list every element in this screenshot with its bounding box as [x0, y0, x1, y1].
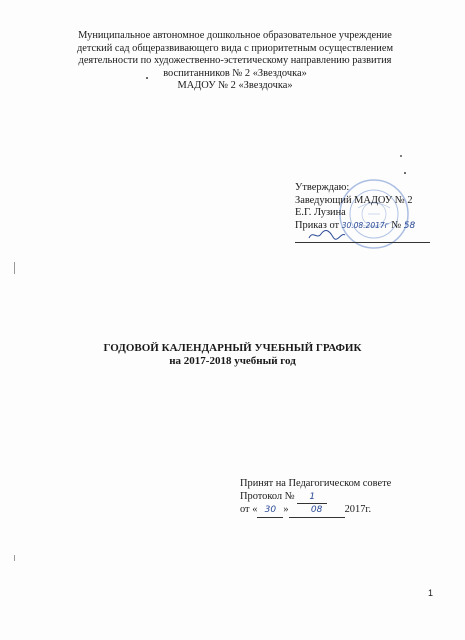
signature-line — [295, 232, 435, 248]
margin-mark — [14, 555, 15, 561]
order-date: 30.08.2017г — [341, 220, 389, 230]
acceptance-council: Принят на Педагогическом совете — [240, 478, 392, 489]
institution-header — [60, 30, 410, 93]
approval-block — [295, 182, 435, 248]
acceptance-block — [240, 478, 391, 518]
header-line-2: детский сад общеразвивающего вида с приоритетным осуществлением — [76, 42, 394, 54]
header-line-5: МАДОУ № 2 «Звездочка» — [177, 80, 293, 92]
date-day: 30 — [264, 505, 277, 516]
date-month: 08 — [310, 505, 323, 516]
scan-speck — [400, 155, 402, 157]
order-number-label: № — [391, 219, 402, 231]
date-mid: » — [283, 504, 289, 516]
document-subtitle: на 2017-2018 учебный год — [169, 355, 296, 367]
protocol-label: Протокол № — [240, 490, 295, 502]
date-prefix: от « — [240, 504, 258, 516]
approval-name: Е.Г. Лузина — [295, 207, 346, 219]
header-line-3: деятельности по художественно-эстетическому направлению развития — [78, 55, 392, 67]
protocol-number: 1 — [309, 491, 316, 502]
date-year: 2017г. — [344, 504, 372, 516]
margin-mark — [14, 262, 15, 274]
header-line-1: Муниципальное автономное дошкольное образовательное учреждение — [78, 30, 392, 41]
page-number: 1 — [428, 588, 434, 598]
month-field — [289, 504, 345, 518]
protocol-number-field — [297, 491, 327, 505]
signature-underline — [295, 232, 430, 243]
scan-speck — [146, 77, 148, 79]
acceptance-date — [240, 504, 391, 518]
acceptance-protocol — [240, 491, 391, 505]
order-label: Приказ от — [295, 219, 340, 231]
document-title-block — [0, 342, 465, 368]
document-title: ГОДОВОЙ КАЛЕНДАРНЫЙ УЧЕБНЫЙ ГРАФИК — [103, 342, 362, 354]
day-field — [257, 504, 283, 518]
signature-icon — [307, 228, 347, 242]
scan-speck — [404, 172, 406, 174]
approval-position: Заведующий МАДОУ № 2 — [295, 194, 413, 206]
order-number: 58 — [403, 220, 416, 231]
approval-heading: Утверждаю: — [295, 182, 350, 193]
header-line-4: воспитанников № 2 «Звездочка» — [163, 67, 307, 79]
